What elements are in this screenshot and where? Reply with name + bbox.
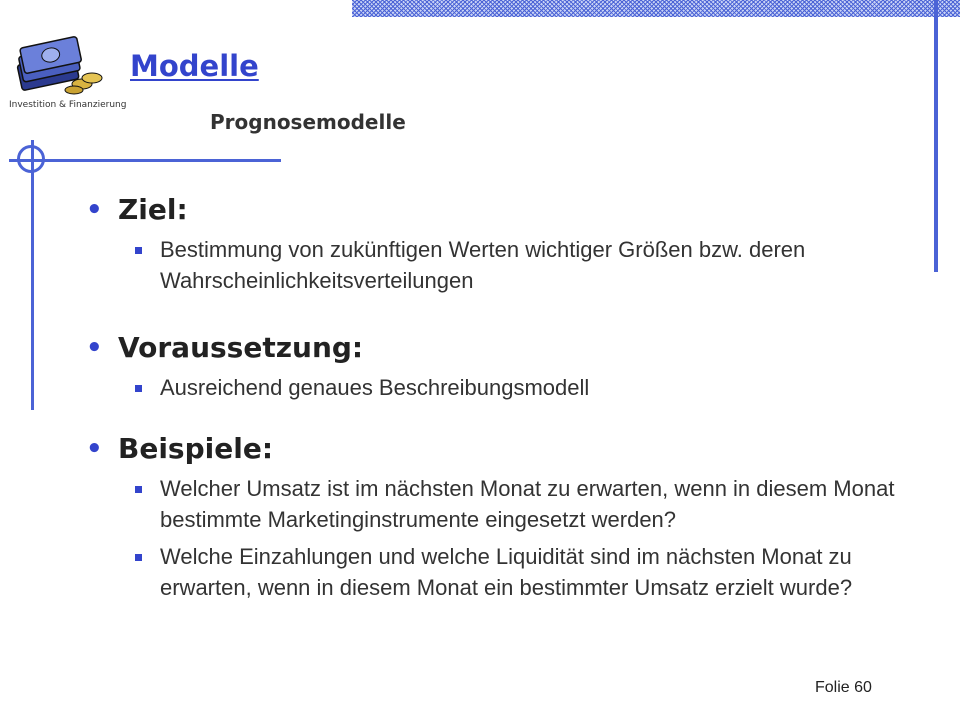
list-item-text: Welche Einzahlungen und welche Liquidität sind im nächsten Monat zu erwarten, wenn in diesem Monat ein bestimmter Umsatz erzielt wurde? xyxy=(160,544,853,600)
slide-content xyxy=(80,188,910,613)
header-hatch-bar xyxy=(352,0,960,17)
frame-circle xyxy=(17,145,45,173)
bullet-dot-icon: • xyxy=(86,195,103,225)
list-item xyxy=(80,473,910,535)
section-heading xyxy=(80,427,910,471)
section-voraussetzung xyxy=(80,326,910,403)
square-bullet-icon xyxy=(135,247,142,254)
section-heading xyxy=(80,188,910,232)
list-item-text: Welcher Umsatz ist im nächsten Monat zu erwarten, wenn in diesem Monat bestimmte Marketinginstrumente eingesetzt werden? xyxy=(160,476,895,532)
right-frame-line xyxy=(934,0,938,272)
slide-number: Folie 60 xyxy=(815,679,872,696)
list-item xyxy=(80,541,910,603)
list-item xyxy=(80,372,910,403)
section-ziel xyxy=(80,188,910,296)
square-bullet-icon xyxy=(135,385,142,392)
logo-caption: Investition & Finanzierung xyxy=(9,100,127,110)
left-frame-line xyxy=(31,140,34,410)
header-underline xyxy=(9,159,281,162)
square-bullet-icon xyxy=(135,554,142,561)
slide-subtitle: Prognosemodelle xyxy=(210,110,406,134)
square-bullet-icon xyxy=(135,486,142,493)
slide-title: Modelle xyxy=(130,49,259,83)
list-item-text: Ausreichend genaues Beschreibungsmodell xyxy=(160,375,590,400)
bullet-dot-icon: • xyxy=(86,333,103,363)
section-heading xyxy=(80,326,910,370)
section-heading-label: Voraussetzung: xyxy=(118,331,364,364)
money-stack-icon xyxy=(12,36,104,96)
section-beispiele xyxy=(80,427,910,603)
section-heading-label: Beispiele: xyxy=(118,432,274,465)
bullet-dot-icon: • xyxy=(86,434,103,464)
list-item-text: Bestimmung von zukünftigen Werten wichtiger Größen bzw. deren Wahrscheinlichkeitsverteilungen xyxy=(160,237,806,293)
section-heading-label: Ziel: xyxy=(118,193,188,226)
list-item xyxy=(80,234,910,296)
